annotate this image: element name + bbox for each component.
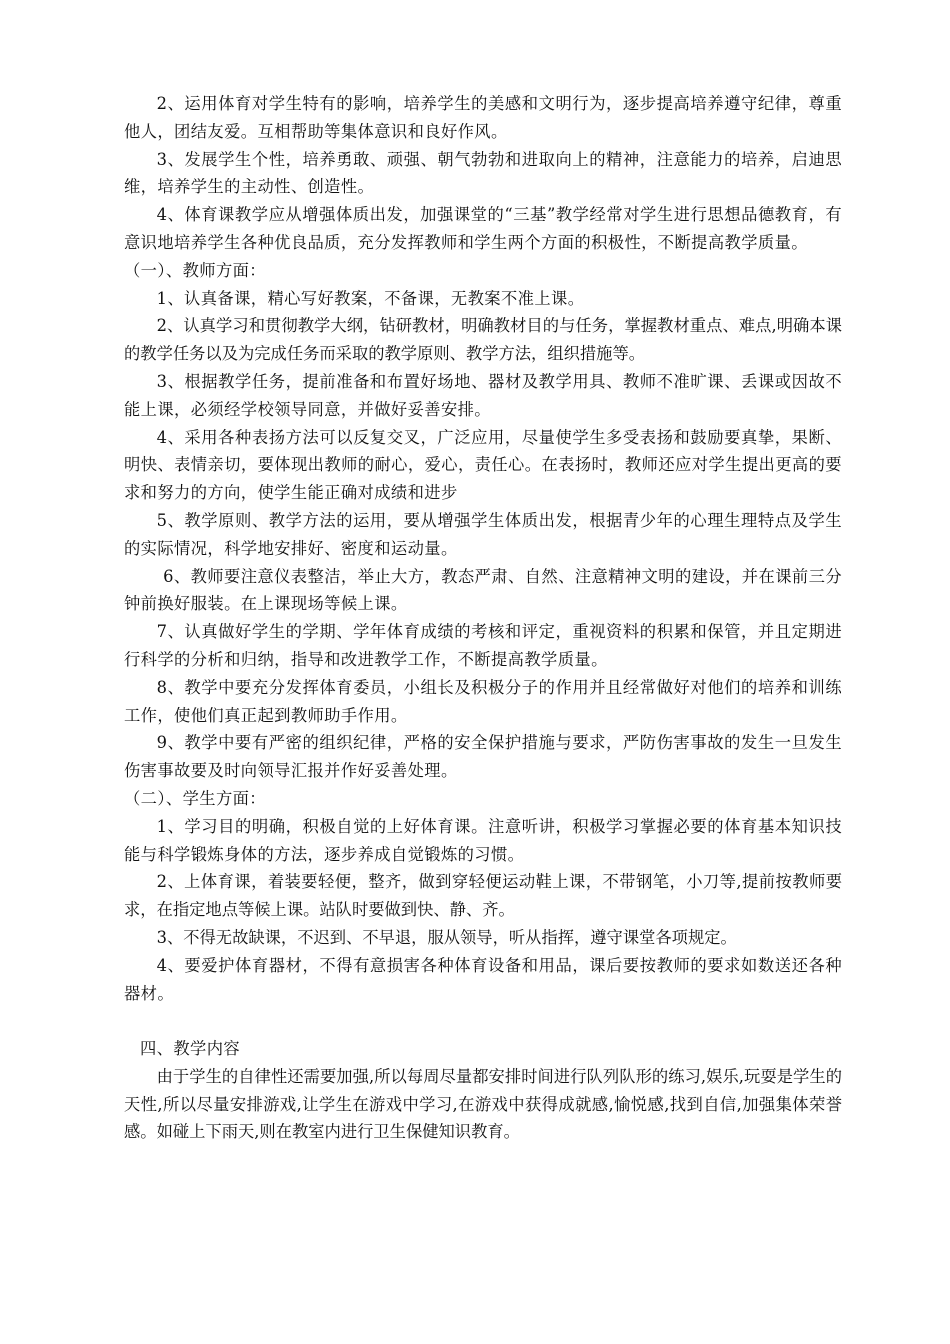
goal-paragraph-3: 3、发展学生个性，培养勇敢、顽强、朝气勃勃和进取向上的精神，注意能力的培养，启迪思维，培养学生的主动性、创造性。	[124, 149, 842, 197]
goal-paragraph-2: 2、运用体育对学生特有的影响，培养学生的美感和文明行为，逐步提高培养遵守纪律，尊重他人，团结友爱。互相帮助等集体意识和良好作风。	[124, 94, 842, 141]
student-item-4: 4、要爱护体育器材，不得有意损害各种体育设备和用品，课后要按教师的要求如数送还各种器材。	[124, 955, 842, 1003]
teacher-item-6: 6、教师要注意仪表整洁，举止大方，教态严肃、自然、注意精神文明的建设，并在课前三分钟前换好服装。在上课现场等候上课。	[124, 566, 842, 614]
teacher-item-5: 5、教学原则、教学方法的运用，要从增强学生体质出发，根据青少年的心理生理特点及学生的实际情况，科学地安排好、密度和运动量。	[124, 510, 842, 558]
content-section-title: 四、教学内容	[140, 1039, 241, 1059]
teacher-item-2: 2、认真学习和贯彻教学大纲，钻研教材，明确教材目的与任务，掌握教材重点、难点,明确本课的教学任务以及为完成任务而采取的教学原则、教学方法，组织措施等。	[124, 316, 842, 364]
teacher-item-1: 1、认真备课，精心写好教案，不备课，无教案不准上课。	[156, 288, 585, 308]
student-item-1: 1、学习目的明确，积极自觉的上好体育课。注意听讲，积极学习掌握必要的体育基本知识技能与科学锻炼身体的方法，逐步养成自觉锻炼的习惯。	[124, 816, 842, 864]
blank-line	[124, 1007, 842, 1035]
teacher-item-8: 8、教学中要充分发挥体育委员，小组长及积极分子的作用并且经常做好对他们的培养和训练工作，使他们真正起到教师助手作用。	[124, 677, 842, 725]
student-item-3: 3、不得无故缺课，不迟到、不早退，服从领导，听从指挥，遵守课堂各项规定。	[156, 927, 737, 947]
teacher-section-heading: （一）、教师方面：	[124, 260, 266, 280]
content-section-body: 由于学生的自律性还需要加强,所以每周尽量都安排时间进行队列队形的练习,娱乐,玩耍是学生的天性,所以尽量安排游戏,让学生在游戏中学习,在游戏中获得成就感,愉悦感,找到自信,加强集体荣誉感。如碰上下雨天,则在教室内进行卫生保健知识教育。	[124, 1066, 842, 1142]
teacher-item-9: 9、教学中要有严密的组织纪律，严格的安全保护措施与要求，严防伤害事故的发生一旦发生伤害事故要及时向领导汇报并作好妥善处理。	[124, 733, 842, 781]
goal-paragraph-4: 4、体育课教学应从增强体质出发，加强课堂的“三基”教学经常对学生进行思想品德教育，有意识地培养学生各种优良品质，充分发挥教师和学生两个方面的积极性，不断提高教学质量。	[124, 205, 842, 252]
teacher-item-7: 7、认真做好学生的学期、学年体育成绩的考核和评定，重视资料的积累和保管，并且定期进行科学的分析和归纳，指导和改进教学工作，不断提高教学质量。	[124, 622, 842, 669]
student-item-2: 2、上体育课，着装要轻便，整齐，做到穿轻便运动鞋上课，不带钢笔，小刀等,提前按教师要求，在指定地点等候上课。站队时要做到快、静、齐。	[124, 872, 842, 920]
document-page	[124, 90, 842, 1146]
teacher-item-3: 3、根据教学任务，提前准备和布置好场地、器材及教学用具、教师不准旷课、丢课或因故不能上课，必须经学校领导同意，并做好妥善安排。	[124, 371, 842, 419]
student-section-heading: （二）、学生方面：	[124, 788, 266, 808]
teacher-item-4: 4、采用各种表扬方法可以反复交叉，广泛应用，尽量使学生多受表扬和鼓励要真挚，果断、明快、表情亲切，要体现出教师的耐心，爱心，责任心。在表扬时，教师还应对学生提出更高的要求和努力的方向，使学生能正确对成绩和进步	[124, 427, 842, 503]
